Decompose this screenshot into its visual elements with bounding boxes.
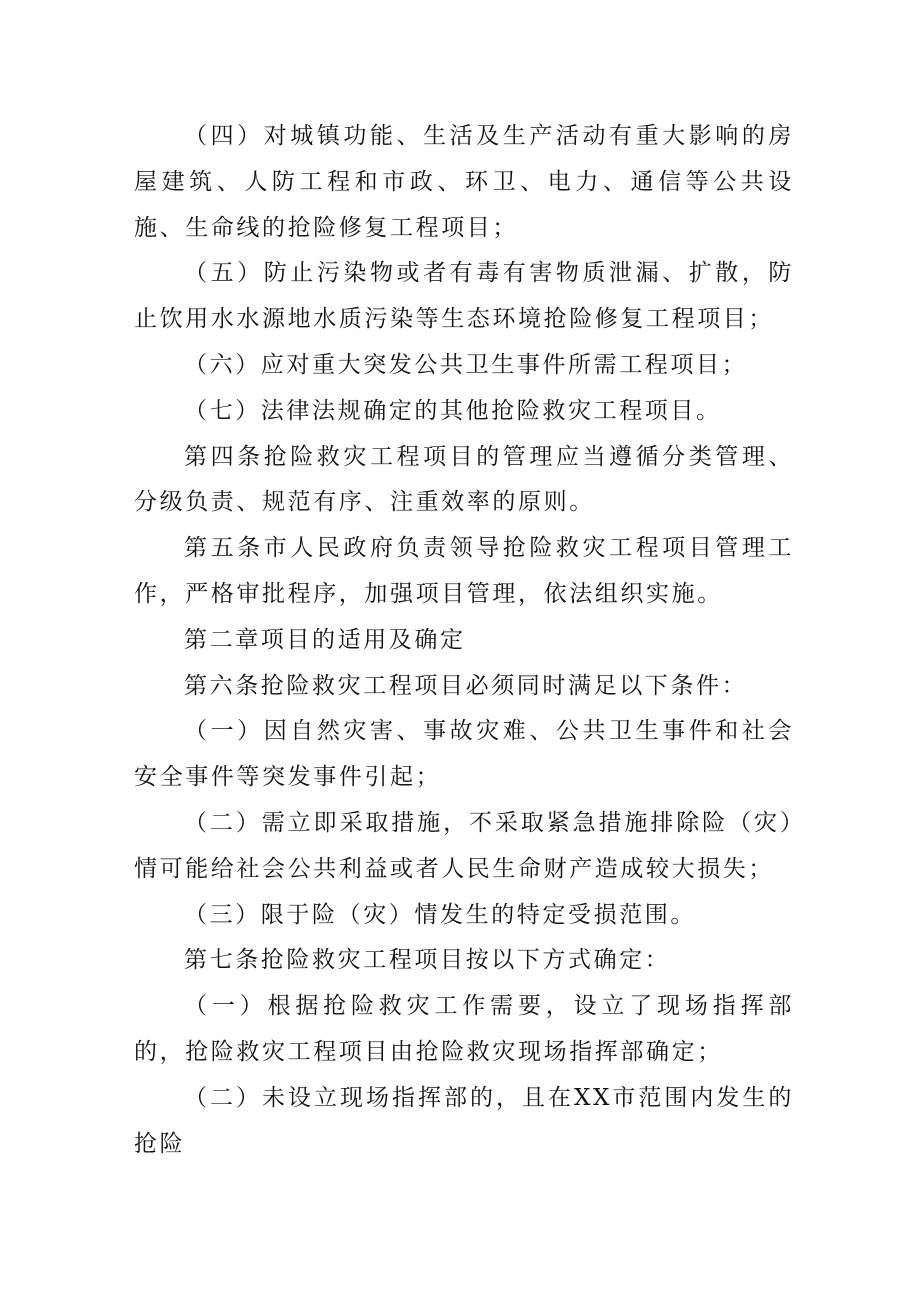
document-page bbox=[134, 114, 794, 1167]
article-7: 第七条抢险救灾工程项目按以下方式确定： bbox=[184, 947, 671, 974]
paragraph-item-4: （四）对城镇功能、生活及生产活动有重大影响的房屋建筑、人防工程和市政、环卫、电力、通信等公共设施、生命线的抢险修复工程项目； bbox=[134, 123, 794, 241]
condition-item-2: （二）需立即采取措施，不采取紧急措施排除险（灾）情可能给社会公共利益或者人民生命财产造成较大损失； bbox=[134, 809, 794, 882]
article-5: 第五条市人民政府负责领导抢险救灾工程项目管理工作，严格审批程序，加强项目管理，依法组织实施。 bbox=[134, 535, 794, 607]
method-item-2: （二）未设立现场指挥部的，且在XX市范围内发生的抢险 bbox=[134, 1084, 794, 1157]
paragraph-item-5: （五）防止污染物或者有毒有害物质泄漏、扩散，防止饮用水水源地水质污染等生态环境抢险修复工程项目； bbox=[134, 260, 794, 333]
paragraph-item-6: （六）应对重大突发公共卫生事件所需工程项目； bbox=[184, 351, 748, 378]
condition-item-3: （三）限于险（灾）情发生的特定受损范围。 bbox=[184, 901, 696, 928]
article-6: 第六条抢险救灾工程项目必须同时满足以下条件： bbox=[184, 672, 748, 699]
paragraph-item-7: （七）法律法规确定的其他抢险救灾工程项目。 bbox=[184, 397, 722, 424]
article-4: 第四条抢险救灾工程项目的管理应当遵循分类管理、分级负责、规范有序、注重效率的原则。 bbox=[134, 443, 794, 516]
condition-item-1: （一）因自然灾害、事故灾难、公共卫生事件和社会安全事件等突发事件引起； bbox=[134, 718, 794, 791]
chapter-2-heading: 第二章项目的适用及确定 bbox=[184, 626, 466, 653]
method-item-1: （一）根据抢险救灾工作需要，设立了现场指挥部的，抢险救灾工程项目由抢险救灾现场指挥部确定； bbox=[134, 993, 794, 1065]
